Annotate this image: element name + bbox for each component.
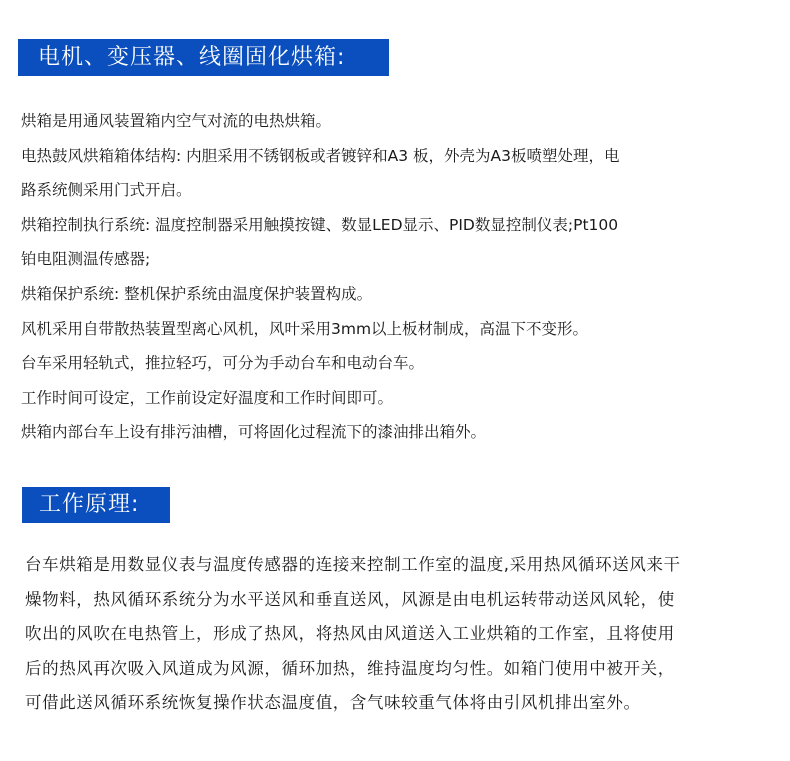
text-line: 烘箱内部台车上设有排污油槽，可将固化过程流下的漆油排出箱外。 — [21, 423, 487, 442]
text-line: 后的热风再次吸入风道成为风源，循环加热，维持温度均匀性。如箱门使用中被开关， — [25, 658, 675, 678]
section-header-principle: 工作原理: — [22, 487, 170, 523]
text-line: 烘箱控制执行系统: 温度控制器采用触摸按键、数显LED显示、PID数显控制仪表;Pt100 — [21, 215, 619, 234]
oven-description — [21, 108, 781, 454]
text-line: 烘箱是用通风装置箱内空气对流的电热烘箱。 — [21, 112, 332, 130]
text-line: 燥物料，热风循环系统分为水平送风和垂直送风，风源是由电机运转带动送风风轮，使 — [25, 589, 675, 609]
text-line: 电热鼓风烘箱箱体结构: 内胆采用不锈钢板或者镀锌和A3 板，外壳为A3板喷塑处理，电 — [21, 146, 620, 165]
text-line: 铂电阻测温传感器; — [21, 250, 151, 269]
text-line: 路系统侧采用门式开启。 — [21, 181, 192, 200]
section-header-oven: 电机、变压器、线圈固化烘箱: — [18, 39, 389, 76]
working-principle-paragraph — [25, 552, 785, 725]
text-line: 工作时间可设定，工作前设定好温度和工作时间即可。 — [21, 388, 394, 407]
text-line: 风机采用自带散热装置型离心风机，风叶采用3mm以上板材制成，高温下不变形。 — [21, 319, 589, 338]
text-line: 吹出的风吹在电热管上，形成了热风，将热风由风道送入工业烘箱的工作室，且将使用 — [25, 624, 675, 644]
text-line: 可借此送风循环系统恢复操作状态温度值，含气味较重气体将由引风机排出室外。 — [25, 693, 641, 713]
text-line: 烘箱保护系统: 整机保护系统由温度保护装置构成。 — [21, 284, 373, 303]
text-line: 台车采用轻轨式，推拉轻巧，可分为手动台车和电动台车。 — [21, 354, 425, 373]
text-line: 台车烘箱是用数显仪表与温度传感器的连接来控制工作室的温度,采用热风循环送风来干 — [25, 555, 681, 574]
